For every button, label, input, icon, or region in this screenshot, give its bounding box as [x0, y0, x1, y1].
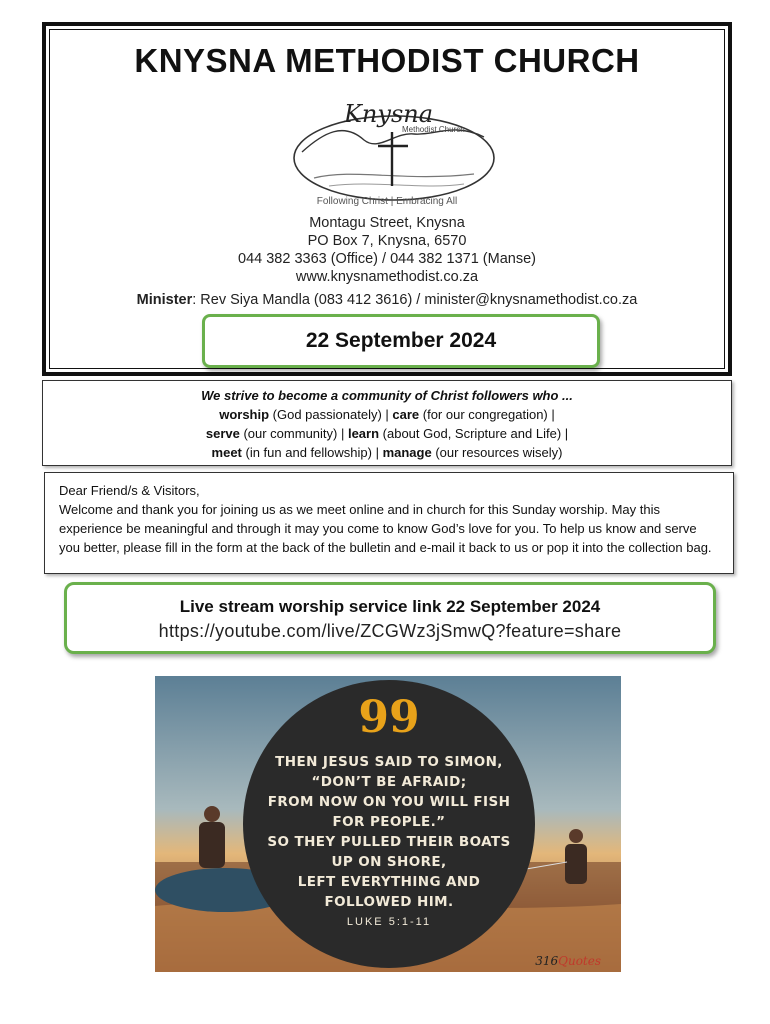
verse-circle [243, 680, 535, 968]
mission-key-worship: worship [219, 407, 270, 422]
mission-desc-learn: (about God, Scripture and Life) | [379, 426, 569, 441]
church-title: KNYSNA METHODIST CHURCH [134, 42, 640, 79]
address-street: Montagu Street, Knysna [309, 215, 465, 231]
mission-statement [42, 380, 732, 466]
verse-line: FOLLOWED HIM. [324, 894, 454, 910]
mission-key-care: care [392, 407, 420, 422]
mission-line-2 [43, 424, 731, 443]
mission-key-meet: meet [211, 445, 242, 460]
minister-label: Minister [136, 292, 193, 308]
mission-key-serve: serve [205, 426, 240, 441]
phone-numbers: 044 382 3363 (Office) / 044 382 1371 (Manse) [238, 251, 536, 267]
verse-line: LEFT EVERYTHING AND [297, 874, 481, 890]
mission-line-1 [43, 405, 731, 424]
verse-line: UP ON SHORE, [331, 854, 447, 870]
quote-mark-icon: 99 [358, 692, 420, 743]
mission-desc-manage: (our resources wisely) [431, 445, 563, 460]
mission-line-3 [43, 443, 731, 462]
minister-line [50, 292, 724, 308]
scripture-image [155, 676, 621, 972]
verse-line: FROM NOW ON YOU WILL FISH [267, 794, 511, 810]
logo-subtext: Methodist Church [402, 125, 465, 134]
image-signature [535, 954, 601, 968]
mission-lead: We strive to become a community of Christ followers who ... [201, 388, 573, 403]
verse-line: SO THEY PULLED THEIR BOATS [267, 834, 511, 850]
mission-desc-serve: (our community) | [239, 426, 348, 441]
welcome-greeting: Dear Friend/s & Visitors, [59, 483, 200, 498]
address-block [50, 214, 724, 286]
mission-desc-meet: (in fun and fellowship) | [241, 445, 383, 460]
verse-line: “DON’T BE AFRAID; [311, 774, 467, 790]
live-stream-box [64, 582, 716, 654]
signature-script: Quotes [558, 954, 601, 968]
live-stream-title: Live stream worship service link 22 September 2024 [179, 597, 601, 616]
mission-key-manage: manage [382, 445, 432, 460]
welcome-body: Welcome and thank you for joining us as we meet online and in church for this Sunday worship. May this experience be meaningful and through it may you come to know God’s love for you. To help us know and serve you better, please fill in the form at the back of the bulletin and e-mail it back to us or pop it into the collection bag. [59, 502, 712, 555]
verse-line: THEN JESUS SAID TO SIMON, [275, 754, 503, 770]
website-link[interactable]: www.knysnamethodist.co.za [295, 269, 479, 285]
minister-details: : Rev Siya Mandla (083 412 3616) / minister@knysnamethodist.co.za [192, 292, 638, 308]
service-date: 22 September 2024 [202, 314, 600, 368]
logo-text: Knysna [344, 100, 434, 128]
signature-number: 316 [535, 954, 559, 968]
tagline: Following Christ | Embracing All [316, 196, 458, 207]
mission-key-learn: learn [347, 426, 380, 441]
verse-text [263, 752, 515, 912]
mission-desc-care: (for our congregation) | [419, 407, 555, 422]
address-po-box: PO Box 7, Knysna, 6570 [307, 233, 467, 249]
verse-reference: LUKE 5:1-11 [346, 916, 432, 928]
header-inner [49, 29, 725, 369]
mission-desc-worship: (God passionately) | [269, 407, 393, 422]
header-box [42, 22, 732, 376]
verse-line: FOR PEOPLE.” [332, 814, 446, 830]
welcome-message [44, 472, 734, 574]
church-logo [284, 82, 504, 210]
live-stream-link[interactable]: https://youtube.com/live/ZCGWz3jSmwQ?feature=share [158, 621, 622, 641]
